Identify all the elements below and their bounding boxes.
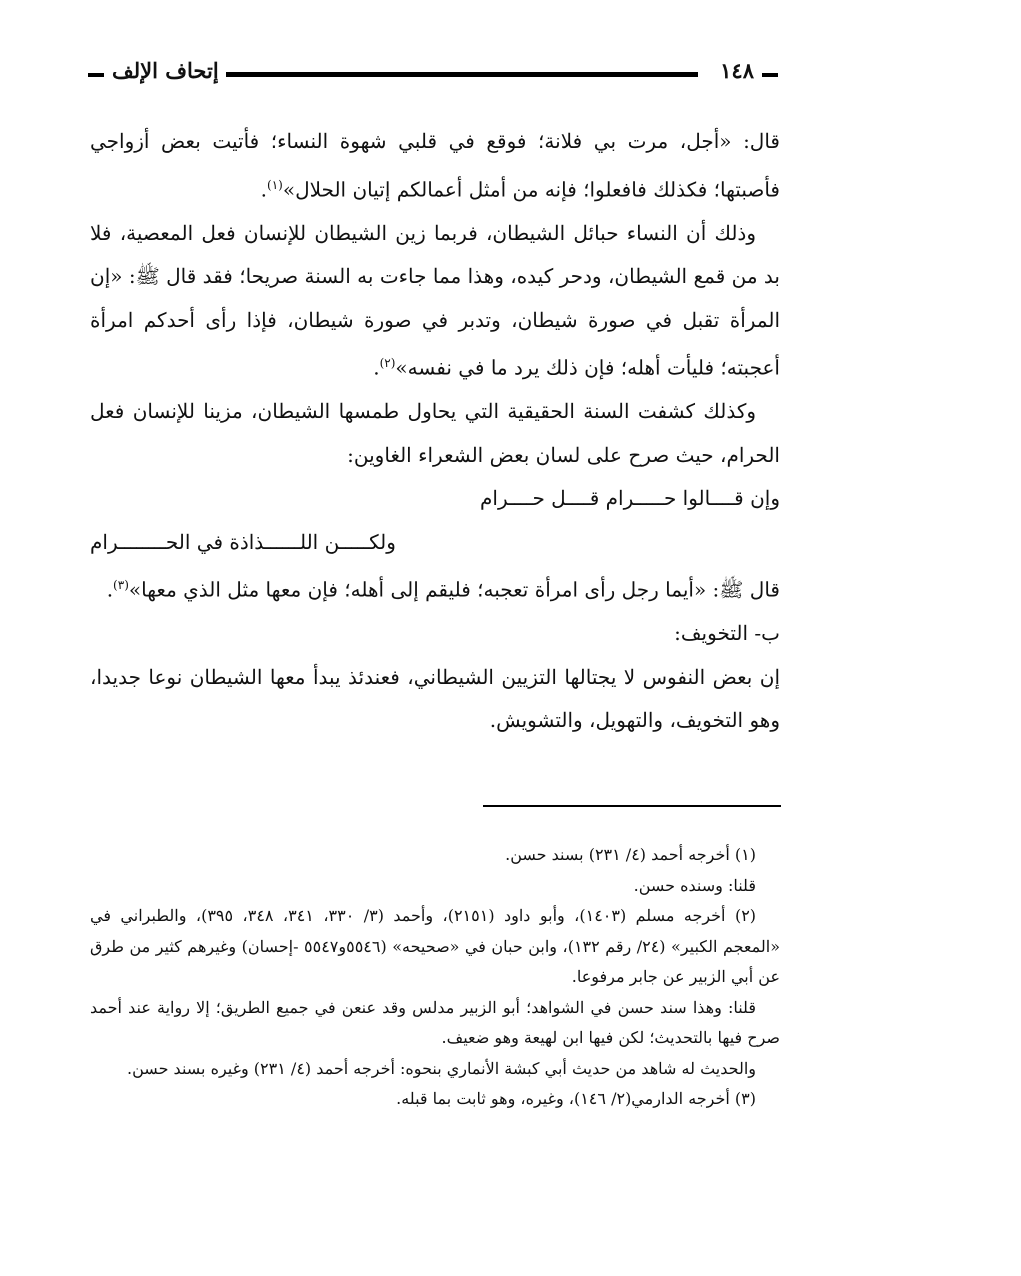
footnote-ref-2: (٢) [379,356,396,371]
paragraph-5: إن بعض النفوس لا يجتالها التزيين الشيطاني، فعندئذ يبدأ معها الشيطان نوعا جديدا، وهو التخويف، والتهويل، والتشويش. [90,664,780,733]
footnotes [90,840,780,1115]
header-dash-right [762,73,778,77]
paragraph-4-text: قال ﷺ: «أيما رجل رأى امرأة تعجبه؛ فليقم إلى أهله؛ فإن معها مثل الذي معها» [128,577,780,602]
footnote-ref-3: (٣) [113,578,129,593]
header-rule [226,72,698,77]
paragraph-2-text: وذلك أن النساء حبائل الشيطان، فربما زين الشيطان للإنسان فعل المعصية، فلا بد من قمع الشيطان، ودحر كيده، وهذا مما جاءت به السنة صريحا؛ فقد قال ﷺ: «إن المرأة تقبل في صورة شيطان، وتدبر في صورة شيطان، فإذا رأى أحدكم امرأة أعجبته؛ فليأت أهله؛ فإن ذلك يرد ما في نفسه» [90,220,780,380]
footnote-2-note-2: والحديث له شاهد من حديث أبي كبشة الأنماري بنحوه: أخرجه أحمد (٤/ ٢٣١) وغيره بسند حسن. [127,1058,756,1078]
footnote-2-note: قلنا: وهذا سند حسن في الشواهد؛ أبو الزبير مدلس وقد عنعن في جميع الطريق؛ إلا رواية عند أحمد صرح فيها بالتحديث؛ لكن فيها ابن لهيعة وهو ضعيف. [90,997,780,1047]
paragraph-4: قال ﷺ: «أيما رجل رأى امرأة تعجبه؛ فليقم إلى أهله؛ فإن معها مثل الذي معها»$^{(٣)}$. [106,577,780,602]
footnote-1-note: قلنا: وسنده حسن. [633,875,756,895]
footnote-3: (٣) أخرجه الدارمي(٢/ ١٤٦)، وغيره، وهو ثابت بما قبله. [396,1089,756,1108]
paragraph-1-text: قال: «أجل، مرت بي فلانة؛ فوقع في قلبي شهوة النساء؛ فأتيت بعض أزواجي فأصبتها؛ فكذلك فافعلوا؛ فإنه من أمثل أعمالكم إتيان الحلال» [90,129,780,202]
page-number: ١٤٨ [720,58,754,83]
poetry-verse [90,477,780,564]
header-dash-left [88,73,104,77]
footnote-ref-1: (١) [267,177,283,192]
book-title: إتحاف الإلف [112,58,219,83]
verse-second-hemistich: ولكـــــن اللــــــذاذة في الحــــــــرام [90,529,396,554]
section-heading: ب- التخويف: [674,621,780,646]
paragraph-1: قال: «أجل، مرت بي فلانة؛ فوقع في قلبي شهوة النساء؛ فأتيت بعض أزواجي فأصبتها؛ فكذلك فافعلوا؛ فإنه من أمثل أعمالكم إتيان الحلال»$^{(١)}$. [90,129,780,202]
footnote-separator [483,805,781,807]
running-header [88,60,778,92]
verse-first-hemistich: وإن قــــالوا حـــــرام قــــل حــــرام [480,486,780,511]
paragraph-2: وذلك أن النساء حبائل الشيطان، فربما زين الشيطان للإنسان فعل المعصية، فلا بد من قمع الشيطان، ودحر كيده، وهذا مما جاءت به السنة صريحا؛ فقد قال ﷺ: «إن المرأة تقبل في صورة شيطان، وتدبر في صورة شيطان، فإذا رأى أحدكم امرأة أعجبته؛ فليأت أهله؛ فإن ذلك يرد ما في نفسه»$^{(٢)}$. [90,220,780,380]
main-text [90,120,780,743]
paragraph-3: وكذلك كشفت السنة الحقيقية التي يحاول طمسها الشيطان، مزينا للإنسان فعل الحرام، حيث صرح على لسان بعض الشعراء الغاوين: [90,399,780,467]
footnote-2: (٢) أخرجه مسلم (١٤٠٣)، وأبو داود (٢١٥١)، وأحمد (٣/ ٣٣٠، ٣٤١، ٣٤٨، ٣٩٥)، والطبراني في «المعجم الكبير» (٢٤/ رقم ١٣٢)، وابن حبان في «صحيحه» (٥٥٤٦و٥٥٤٧ -إحسان) وغيرهم كثير من طرق عن أبي الزبير عن جابر مرفوعا. [90,906,780,986]
footnote-1: (١) أخرجه أحمد (٤/ ٢٣١) بسند حسن. [505,845,756,864]
